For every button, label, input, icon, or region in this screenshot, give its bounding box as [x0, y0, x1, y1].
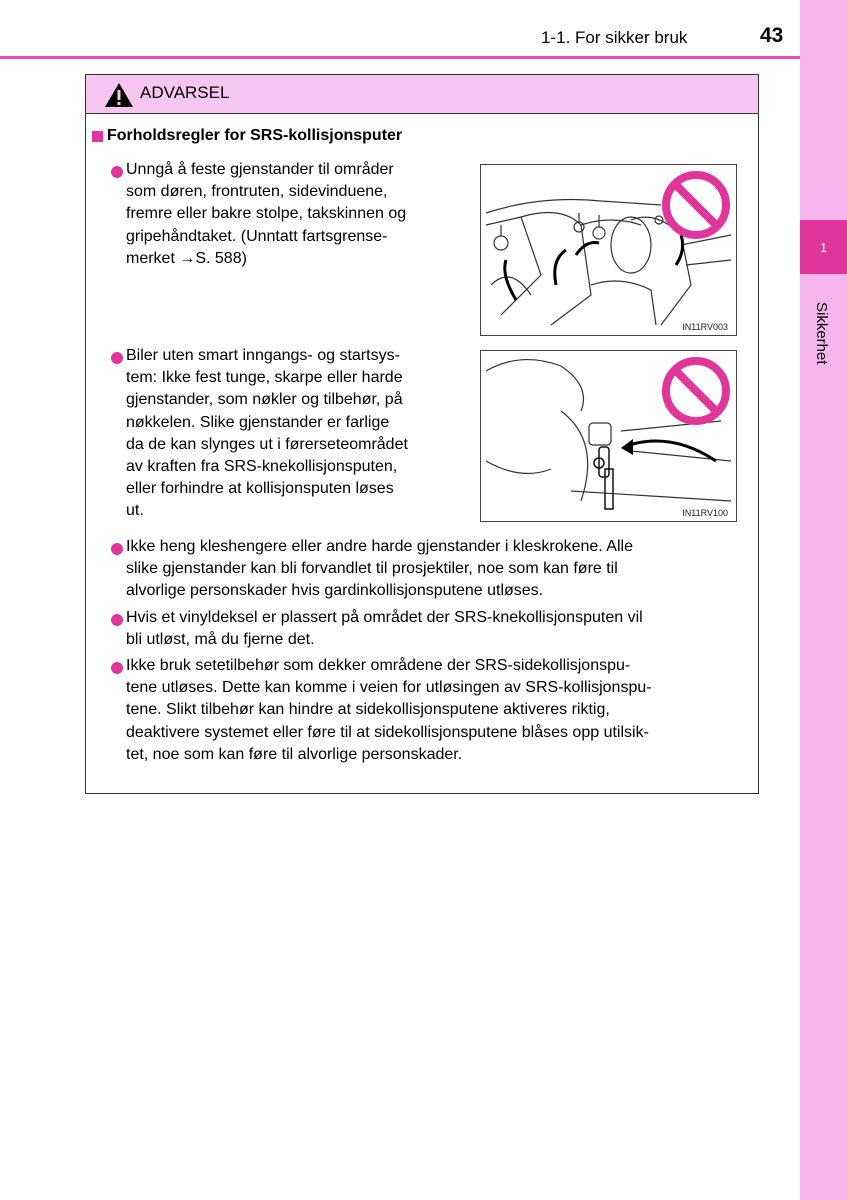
text-line: av kraften fra SRS-knekollisjonsputen,: [126, 458, 398, 476]
text-line: Ikke bruk setetilbehør som dekker områdene der SRS-sidekollisjonspu-: [126, 657, 631, 674]
chapter-number: 1: [819, 239, 828, 255]
warning-item-2: [126, 345, 462, 523]
text-line: ut.: [126, 502, 144, 520]
figure-interior: [480, 164, 737, 336]
figure-code: IN11RV100: [682, 508, 728, 518]
text-line: slike gjenstander kan bli forvandlet til prosjektiler, noe som kan føre til: [126, 560, 618, 578]
warning-item-3: [126, 536, 753, 603]
text-line: Hvis et vinyldeksel er plassert på området der SRS-knekollisjonsputen vil: [126, 609, 643, 626]
car-interior-illustration: [481, 165, 736, 335]
warning-triangle-icon: [104, 82, 134, 108]
text-line: merket →S. 588): [126, 249, 247, 267]
section-label: Sikkerhet: [813, 302, 830, 365]
text-line: tem: Ikke fest tunge, skarpe eller harde: [126, 369, 403, 387]
figure-key: [480, 350, 737, 522]
text-line: deaktivere systemet eller føre til at sidekollisjonsputene blåses opp utilsik-: [126, 723, 649, 741]
text-line: Ikke heng kleshengere eller andre harde gjenstander i kleskrokene. Alle: [126, 538, 633, 555]
text-line: Biler uten smart inngangs- og startsys-: [126, 347, 400, 364]
bullet-dot-icon: [111, 543, 123, 555]
warning-item-4: [126, 607, 753, 651]
subheading: [92, 127, 402, 145]
text-line: alvorlige personskader hvis gardinkollisjonsputene utløses.: [126, 582, 544, 600]
bullet-dot-icon: [111, 662, 123, 674]
text-line: bli utløst, må du fjerne det.: [126, 631, 315, 649]
text-line: tene utløses. Dette kan komme i veien for utløsingen av SRS-kollisjonspu-: [126, 679, 652, 697]
text-line: nøkkelen. Slike gjenstander er farlige: [126, 413, 390, 431]
text-line: gripehåndtaket. (Unntatt fartsgrense-: [126, 227, 388, 245]
bullet-dot-icon: [111, 614, 123, 626]
warning-item-5: [126, 655, 753, 766]
page-number: 43: [760, 24, 784, 47]
bullet-dot-icon: [111, 166, 123, 178]
running-header: 1-1. For sikker bruk: [541, 28, 688, 47]
chapter-tab[interactable]: [800, 220, 847, 274]
text-line: tene. Slikt tilbehør kan hindre at sidekollisjonsputene aktiveres riktig,: [126, 701, 610, 719]
text-line: da de kan slynges ut i førerseteområdet: [126, 435, 408, 453]
text-line: fremre eller bakre stolpe, takskinnen og: [126, 205, 407, 223]
square-bullet-icon: [92, 131, 103, 142]
header-rule: [0, 56, 800, 59]
text-line: gjenstander, som nøkler og tilbehør, på: [126, 391, 403, 409]
steering-key-illustration: [481, 351, 736, 521]
subheading-text: Forholdsregler for SRS-kollisjonsputer: [107, 127, 403, 144]
text-line: tet, noe som kan føre til alvorlige personskader.: [126, 745, 463, 763]
warning-header: [86, 75, 758, 114]
text-line: som døren, frontruten, sidevinduene,: [126, 183, 388, 201]
bullet-dot-icon: [111, 352, 123, 364]
side-strip: [800, 0, 847, 1200]
figure-code: IN11RV003: [682, 322, 728, 332]
warning-label: ADVARSEL: [140, 83, 230, 102]
text-line: eller forhindre at kollisjonsputen løses: [126, 480, 394, 498]
text-line: Unngå å feste gjenstander til områder: [126, 161, 394, 178]
warning-item-1: [126, 159, 462, 270]
